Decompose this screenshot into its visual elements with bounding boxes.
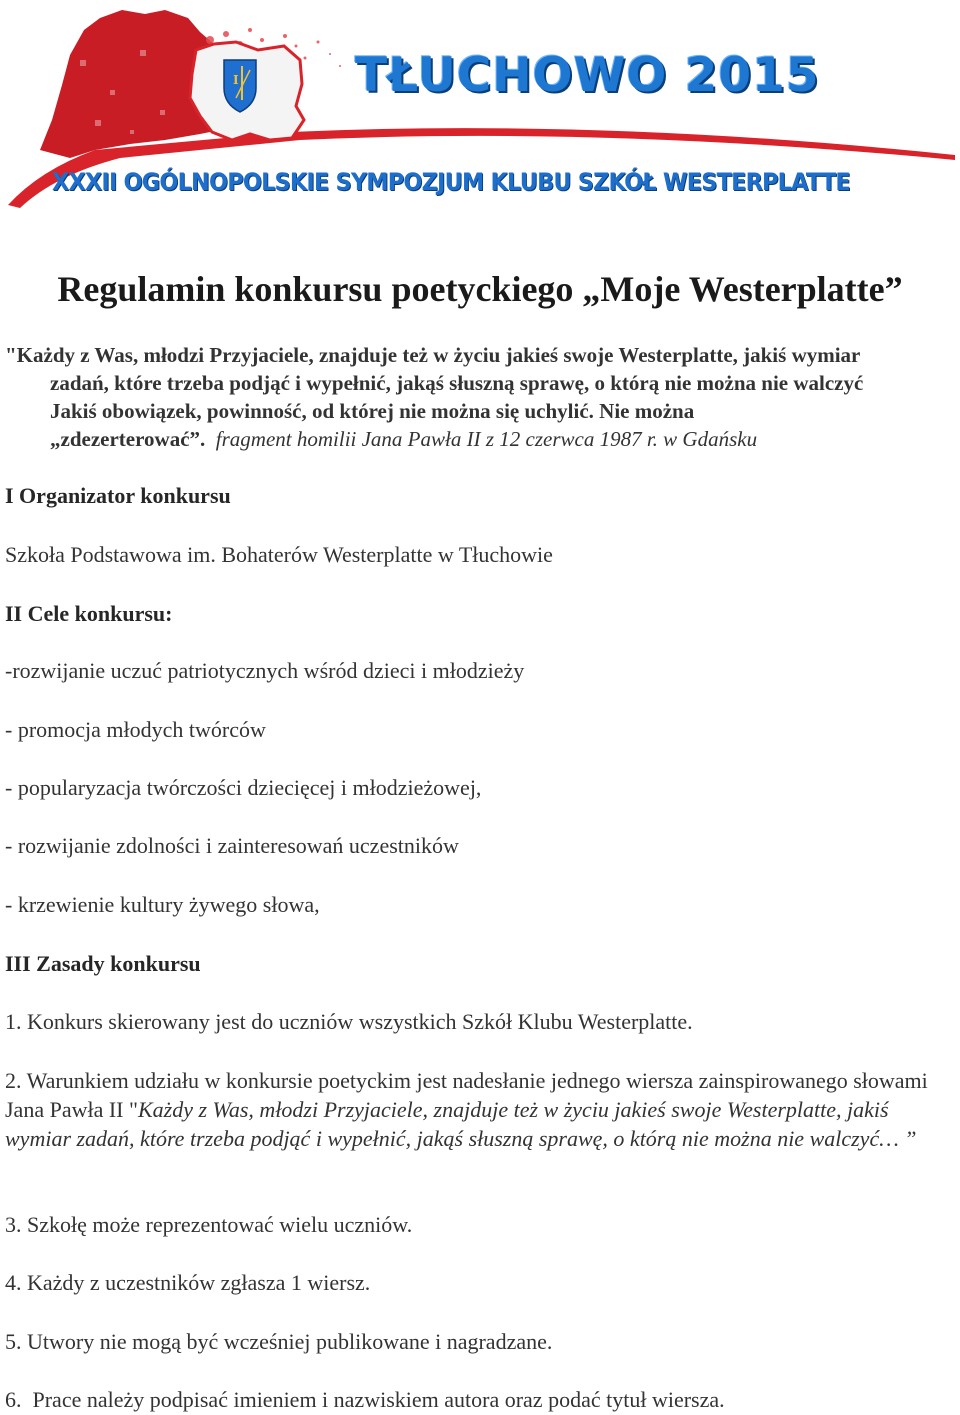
rule-quote: Każdy z Was, młodzi Przyjaciele, znajduje też w życiu jakieś swoje Westerplatte, jakiś wymiar zadań, które trzeba podjąć i wypełnić, jakąś słuszną sprawę, o którą nie można nie walczyć… ” bbox=[5, 1097, 917, 1151]
goal-item: - popularyzacja twórczości dziecięcej i młodzieżowej, bbox=[5, 775, 482, 800]
section-heading-rules: III Zasady konkursu bbox=[5, 951, 201, 976]
rule-item: 3. Szkołę może reprezentować wielu uczniów. bbox=[5, 1212, 413, 1237]
rule-text: 2. Warunkiem udziału w konkursie poetyckim jest nadesłanie jednego wiersza zainspirowanego słowami Jana Pawła II " bbox=[5, 1068, 928, 1122]
rule-item: 6. Prace należy podpisać imieniem i nazwiskiem autora oraz podać tytuł wiersza. bbox=[5, 1387, 725, 1412]
rule-item: 4. Każdy z uczestników zgłasza 1 wiersz. bbox=[5, 1270, 371, 1295]
goal-item: - promocja młodych twórców bbox=[5, 717, 266, 742]
quote-line: Jakiś obowiązek, powinność, od której nie można się uchylić. Nie można bbox=[50, 399, 695, 423]
section-heading-goals: II Cele konkursu: bbox=[5, 601, 173, 626]
goal-item: - rozwijanie zdolności i zainteresowań uczestników bbox=[5, 833, 459, 858]
goal-item: -rozwijanie uczuć patriotycznych wśród dzieci i młodzieży bbox=[5, 658, 525, 683]
page-title: Regulamin konkursu poetyckiego „Moje Westerplatte” bbox=[57, 269, 903, 309]
quote-block bbox=[5, 341, 945, 453]
rule-item: 1. Konkurs skierowany jest do uczniów wszystkich Szkół Klubu Westerplatte. bbox=[5, 1009, 693, 1034]
quote-attribution bbox=[5, 425, 945, 453]
section-heading-organizer: I Organizator konkursu bbox=[5, 483, 231, 508]
quote-source: fragment homilii Jana Pawła II z 12 czerwca 1987 r. w Gdańsku bbox=[215, 427, 758, 451]
event-title: TŁUCHOWO 2015 bbox=[355, 48, 820, 103]
quote-line: "Każdy z Was, młodzi Przyjaciele, znajduje też w życiu jakieś swoje Westerplatte, jakiś wymiar bbox=[5, 343, 861, 367]
quote-line: zadań, które trzeba podjąć i wypełnić, jakąś słuszną sprawę, o którą nie można nie walczyć bbox=[50, 371, 864, 395]
event-subtitle: XXXII OGÓLNOPOLSKIE SYMPOZJUM KLUBU SZKÓŁ WESTERPLATTE bbox=[52, 168, 850, 196]
header-banner bbox=[0, 0, 960, 215]
quote-line: „zdezerterować”. bbox=[50, 427, 206, 451]
organizer-name: Szkoła Podstawowa im. Bohaterów Westerplatte w Tłuchowie bbox=[5, 542, 553, 567]
rule-item bbox=[5, 1066, 935, 1153]
goal-item: - krzewienie kultury żywego słowa, bbox=[5, 892, 320, 917]
svg-text:I: I bbox=[233, 73, 239, 87]
rule-item: 5. Utwory nie mogą być wcześniej publikowane i nagradzane. bbox=[5, 1329, 553, 1354]
